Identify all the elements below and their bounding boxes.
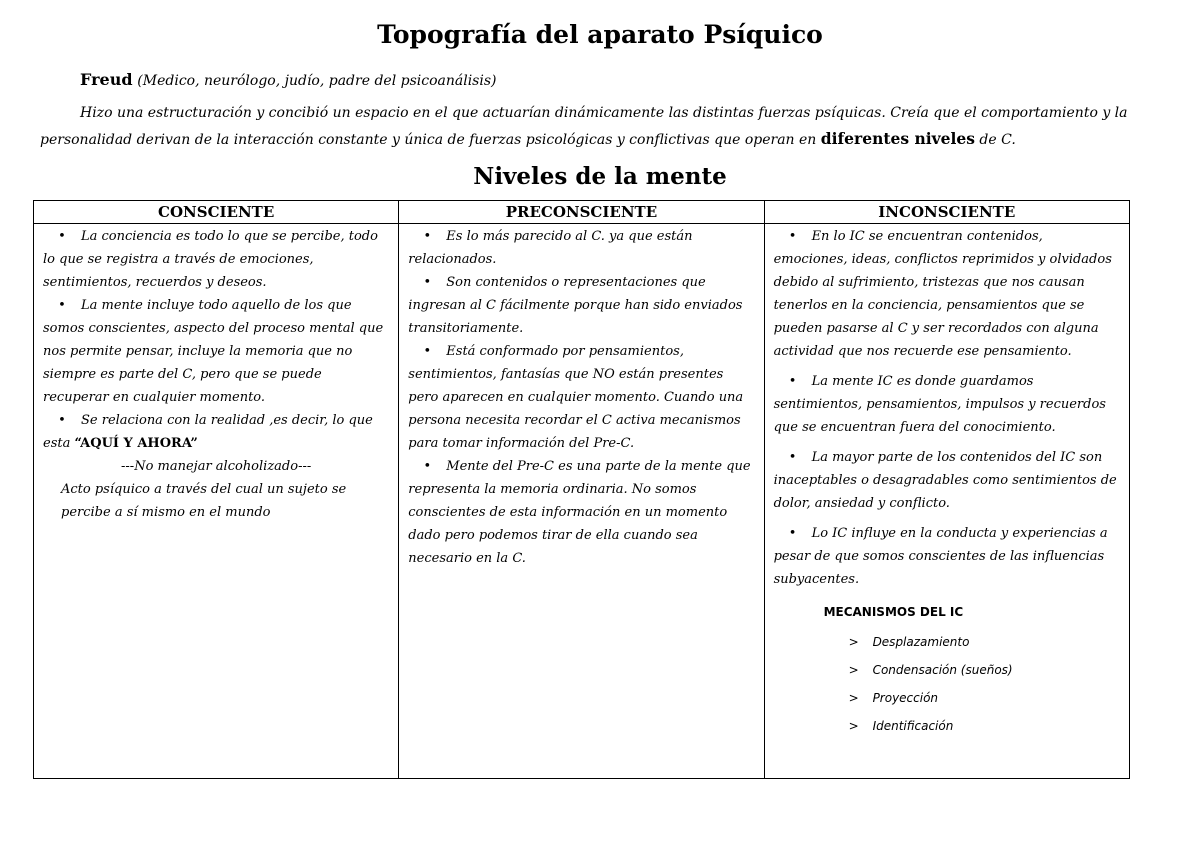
header-inconsciente: INCONSCIENTE (764, 201, 1129, 224)
bullet-icon: • (788, 229, 797, 244)
list-item (43, 294, 389, 409)
note-text: ---No manejar alcoholizado--- (121, 459, 312, 474)
page-title: Topografía del aparato Psíquico (377, 20, 823, 49)
bullet-icon: • (788, 374, 797, 389)
list-item (43, 409, 389, 455)
closing-text: Acto psíquico a través del cual un sujeto se percibe a sí mismo en el mundo (61, 482, 347, 520)
list-item (43, 225, 389, 294)
list-item (408, 340, 754, 455)
author-name: Freud (80, 70, 133, 89)
list-item-text: La mente IC es donde guardamos sentimientos, pensamientos, impulsos y recuerdos que se encuentran fuera del conocimiento. (773, 374, 1106, 435)
bullet-icon: • (423, 459, 432, 474)
list-item-text: Está conformado por pensamientos, sentimientos, fantasías que NO están presentes pero aparecen en cualquier momento. Cuando una persona necesita recordar el C activa mecanismos para tomar información del Pre-C. (408, 344, 744, 451)
intro-text-end: de C. (974, 132, 1016, 148)
list-item-text: Es lo más parecido al C. ya que están relacionados. (408, 229, 693, 267)
inconsciente-cell (764, 224, 1129, 779)
intro-emphasis: diferentes niveles (820, 129, 975, 148)
emphasis-text: “AQUÍ Y AHORA” (74, 436, 198, 451)
bullet-icon: • (423, 275, 432, 290)
list-item (408, 225, 754, 271)
list-item (408, 455, 754, 570)
mechanism-label: Condensación (sueños) (872, 663, 1013, 677)
mechanism-item (774, 712, 1120, 740)
author-description: (Medico, neurólogo, judío, padre del psicoanálisis) (137, 73, 497, 89)
bullet-icon: • (788, 450, 797, 465)
list-item-text: Lo IC influye en la conducta y experiencias a pesar de que somos conscientes de las influencias subyacentes. (773, 526, 1108, 587)
list-item (774, 225, 1120, 363)
mechanism-label: Desplazamiento (872, 635, 970, 649)
intro-text: Hizo una estructuración y concibió un espacio en el que actuarían dinámicamente las distintas fuerzas psíquicas. Creía que el comportamiento y la personalidad derivan de la interacción constante y única de fuerzas psicológicas y conflictivas que operan en (40, 105, 1128, 148)
levels-table (33, 200, 1130, 779)
list-item-text: Se relaciona con la realidad ,es decir, lo que esta (43, 413, 373, 451)
list-item-text: La mayor parte de los contenidos del IC son inaceptables o desagradables como sentimientos de dolor, ansiedad y conflicto. (773, 450, 1117, 511)
mechanisms-title: MECANISMOS DEL IC (823, 605, 964, 619)
bullet-icon: • (423, 344, 432, 359)
mechanism-item (774, 684, 1120, 712)
bullet-icon: • (788, 526, 797, 541)
preconsciente-cell (399, 224, 764, 779)
header-preconsciente: PRECONSCIENTE (399, 201, 764, 224)
author-line (80, 70, 497, 89)
bullet-icon: • (58, 298, 66, 313)
list-item (774, 370, 1120, 439)
bullet-icon: • (58, 413, 66, 428)
list-item-text: La mente incluye todo aquello de los que somos conscientes, aspecto del proceso mental que nos permite pensar, incluye la memoria que no siempre es parte del C, pero que se puede recuperar en cualquier momento. (43, 298, 384, 405)
list-item-text: Mente del Pre-C es una parte de la mente que representa la memoria ordinaria. No somos conscientes de esta información en un momento dado pero podemos tirar de ella cuando sea necesario en la C. (408, 459, 751, 566)
table-body-row (34, 224, 1130, 779)
bullet-icon: • (58, 229, 66, 244)
arrow-icon: > (848, 635, 859, 649)
section-subtitle: Niveles de la mente (473, 163, 727, 190)
mechanism-item (774, 656, 1120, 684)
arrow-icon: > (848, 691, 859, 705)
list-item (408, 271, 754, 340)
intro-paragraph (40, 100, 1130, 153)
consciente-cell (34, 224, 399, 779)
bullet-icon: • (423, 229, 432, 244)
list-item (774, 446, 1120, 515)
arrow-icon: > (848, 719, 859, 733)
list-item-text: La conciencia es todo lo que se percibe, todo lo que se registra a través de emociones, sentimientos, recuerdos y deseos. (43, 229, 378, 290)
mechanism-label: Proyección (872, 691, 939, 705)
mechanism-item (774, 628, 1120, 656)
list-item-text: En lo IC se encuentran contenidos, emociones, ideas, conflictos reprimidos y olvidados debido al sufrimiento, tristezas que nos causan tenerlos en la conciencia, pensamientos que se pueden pasarse al C y ser recordados con alguna actividad que nos recuerde ese pensamiento. (773, 229, 1112, 359)
arrow-icon: > (848, 663, 859, 677)
list-item-text: Son contenidos o representaciones que ingresan al C fácilmente porque han sido enviados transitoriamente. (408, 275, 743, 336)
list-item (774, 522, 1120, 591)
mechanism-label: Identificación (872, 719, 954, 733)
table-header-row (34, 201, 1130, 224)
header-consciente: CONSCIENTE (34, 201, 399, 224)
